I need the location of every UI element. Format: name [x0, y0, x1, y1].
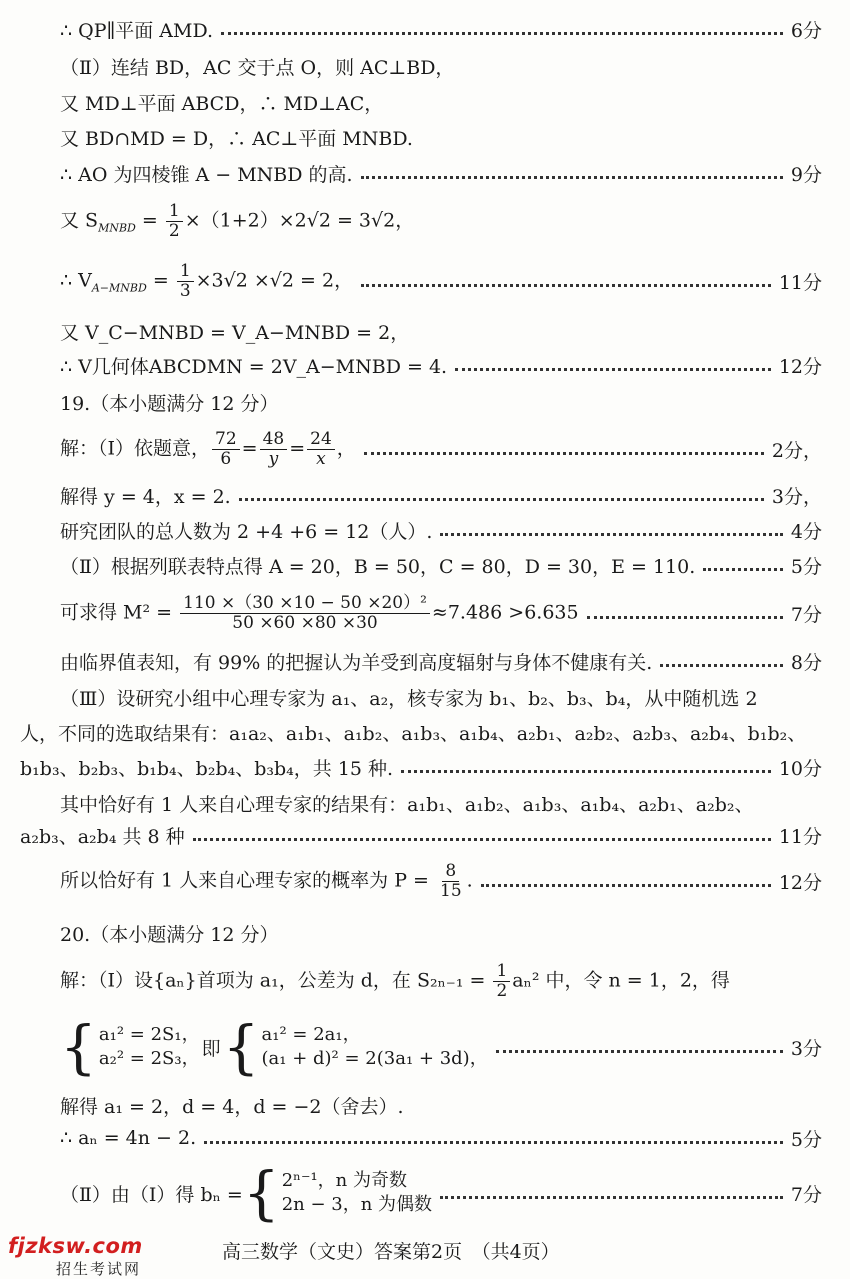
- left-brace: {: [222, 1013, 260, 1081]
- score: 5分: [790, 1128, 822, 1151]
- line-text: ∴ aₙ = 4n − 2.: [60, 1127, 197, 1149]
- answer-line: [60, 582, 822, 644]
- line-prefix: （Ⅱ）由（Ⅰ）得 bₙ =: [60, 1183, 243, 1206]
- answer-line: [60, 480, 822, 510]
- connector: 即: [201, 1037, 221, 1060]
- line-text: 又 MD⊥平面 ABCD，∴ MD⊥AC，: [60, 92, 384, 115]
- logo-domain: fjzksw.com: [8, 1234, 143, 1258]
- line-text: 其中恰好有 1 人来自心理专家的结果有：a₁b₁、a₁b₂、a₁b₃、a₁b₄、a₂b₁、a₂b₂、: [60, 793, 754, 816]
- fraction-denominator: x: [316, 448, 326, 469]
- equation-row: (a₁ + d)² = 2(3a₁ + 3d)，: [261, 1048, 488, 1069]
- line-text: 人，不同的选取结果有：a₁a₂、a₁b₁、a₁b₂、a₁b₃、a₁b₄、a₂b₁、a₂b₂、a₂b₃、a₂b₄、b₁b₂、: [20, 722, 807, 745]
- answer-line: [60, 87, 822, 117]
- line-suffix: ，: [336, 437, 356, 459]
- line-prefix: ∴ V: [60, 269, 92, 291]
- answer-line: [60, 550, 822, 580]
- fraction-numerator: 8: [442, 863, 459, 882]
- score: 11分: [778, 825, 822, 848]
- line-text: [60, 592, 579, 633]
- fraction-denominator: 50 ×60 ×80 ×30: [232, 612, 378, 633]
- line-text: b₁b₃、b₂b₃、b₁b₄、b₂b₄、b₃b₄，共 15 种.: [20, 757, 394, 780]
- line-text: 20.（本小题满分 12 分）: [60, 923, 279, 946]
- line-text: [60, 260, 354, 301]
- fraction-denominator: 6: [220, 448, 232, 469]
- line-text: （Ⅲ）设研究小组中心理专家为 a₁、a₂，核专家为 b₁、b₂、b₃、b₄，从中随机选 2: [60, 687, 758, 710]
- dot-leader: [455, 368, 771, 371]
- equation-system: [222, 1013, 488, 1081]
- equation-row: a₁² = 2S₁，: [98, 1023, 200, 1045]
- line-text: （Ⅱ）根据列联表特点得 A = 20，B = 50，C = 80，D = 30，E = 110.: [60, 555, 696, 578]
- line-text: a₂b₃、a₂b₄ 共 8 种: [20, 825, 185, 848]
- page-footer: [0, 1232, 850, 1278]
- line-prefix: 解：（Ⅰ）依题意，: [60, 437, 211, 459]
- fraction-numerator: 24: [307, 431, 335, 450]
- fraction-denominator: 2: [168, 220, 180, 241]
- fraction-denominator: 15: [440, 880, 462, 901]
- line-prefix: 所以恰好有 1 人来自心理专家的概率为 P =: [60, 869, 435, 891]
- line-suffix: ≈7.486 >6.635: [431, 601, 579, 623]
- answer-line: [20, 820, 822, 850]
- answer-line: [60, 1159, 822, 1227]
- score: 3分，: [771, 485, 822, 508]
- answer-line: [60, 515, 822, 545]
- fraction-denominator: y: [268, 448, 279, 469]
- answer-line: [60, 14, 822, 44]
- dot-leader: [221, 32, 783, 35]
- site-logo[interactable]: [8, 1234, 178, 1279]
- answer-line: [20, 752, 822, 782]
- dot-leader: [587, 616, 783, 619]
- line-text: 研究团队的总人数为 2 +4 +6 = 12（人）.: [60, 520, 433, 543]
- answer-line: [60, 190, 822, 252]
- dot-leader: [239, 498, 764, 501]
- equation-row: a₁² = 2a₁，: [261, 1023, 361, 1045]
- line-text: ∴ V几何体ABCDMN = 2V_A−MNBD = 4.: [60, 355, 448, 378]
- line-text: 又 BD∩MD = D，∴ AC⊥平面 MNBD.: [60, 127, 413, 150]
- answer-line: [20, 717, 822, 747]
- line-text: 解得 a₁ = 2，d = 4，d = −2（舍去）.: [60, 1095, 404, 1118]
- answer-line: [60, 1090, 822, 1120]
- fraction: [212, 428, 240, 469]
- dot-leader: [496, 1050, 783, 1053]
- fraction: [177, 260, 194, 301]
- answer-line: [60, 950, 822, 1012]
- answer-line: [60, 1013, 822, 1081]
- line-suffix: aₙ² 中，令 n = 1，2，得: [512, 969, 730, 991]
- dot-leader: [361, 176, 783, 179]
- score: 7分: [790, 603, 822, 626]
- dot-leader: [193, 838, 771, 841]
- fraction-numerator: 1: [493, 963, 510, 982]
- fraction: [493, 960, 510, 1001]
- equation-row: 2n − 3，n 为偶数: [281, 1194, 433, 1215]
- line-text: [60, 960, 730, 1001]
- line-text: [60, 1013, 488, 1081]
- answer-line: [60, 51, 822, 81]
- answer-line: [60, 316, 822, 346]
- line-text: 由临界值表知，有 99% 的把握认为羊受到高度辐射与身体不健康有关.: [60, 651, 653, 674]
- dot-leader: [204, 1141, 783, 1144]
- fraction: [437, 860, 465, 901]
- fraction-numerator: 1: [177, 263, 194, 282]
- answer-line: [60, 788, 822, 818]
- equation-system: [60, 1013, 200, 1081]
- score: 5分: [790, 555, 822, 578]
- answer-line: [60, 158, 822, 188]
- dot-leader: [481, 884, 771, 887]
- line-text: （Ⅱ）连结 BD，AC 交于点 O，则 AC⊥BD，: [60, 56, 455, 79]
- dot-leader: [703, 568, 783, 571]
- fraction: [180, 592, 430, 633]
- score: 4分: [790, 520, 822, 543]
- line-text: [60, 860, 473, 901]
- fraction: [307, 428, 335, 469]
- line-prefix: 又 S: [60, 209, 99, 231]
- score: 8分: [790, 651, 822, 674]
- fraction-denominator: 3: [179, 280, 191, 301]
- dot-leader: [361, 284, 771, 287]
- score: 12分: [778, 871, 822, 894]
- score: 3分: [790, 1037, 822, 1060]
- score: 10分: [778, 757, 822, 780]
- line-text: 又 V_C−MNBD = V_A−MNBD = 2，: [60, 321, 410, 344]
- line-text: [60, 200, 415, 241]
- answer-line: [60, 350, 822, 380]
- line-text: 19.（本小题满分 12 分）: [60, 392, 279, 415]
- dot-leader: [440, 533, 782, 536]
- answer-line: [60, 418, 822, 480]
- line-suffix: .: [466, 869, 473, 891]
- equals: =: [135, 209, 164, 231]
- subscript: A−MNBD: [91, 280, 147, 294]
- equation-row: a₂² = 2S₃，: [98, 1048, 200, 1069]
- line-text: ∴ AO 为四棱锥 A − MNBD 的高.: [60, 163, 353, 186]
- line-prefix: 解：（Ⅰ）设{aₙ}首项为 a₁，公差为 d，在 S₂ₙ₋₁ =: [60, 969, 492, 991]
- left-brace: {: [60, 1013, 97, 1081]
- fraction: [166, 200, 183, 241]
- equals: =: [146, 269, 175, 291]
- line-suffix: ×3√2 ×√2 = 2，: [195, 269, 354, 291]
- line-text: 解：（Ⅰ）依题意， $\frac{72}{6}$ = $\frac{48}{y}$ = $\frac{24}{x}$ ，: [60, 428, 356, 469]
- answer-line: [60, 250, 822, 312]
- question-heading: [60, 387, 822, 417]
- score: 2分，: [771, 439, 822, 462]
- piecewise-definition: [242, 1159, 433, 1227]
- score: 6分: [790, 19, 822, 42]
- fraction-numerator: 48: [260, 431, 288, 450]
- line-text: [60, 1159, 433, 1227]
- line-text: ∴ QP∥平面 AMD.: [60, 19, 214, 42]
- fraction-numerator: 72: [212, 431, 240, 450]
- score: 12分: [778, 355, 822, 378]
- fraction-numerator: 1: [166, 203, 183, 222]
- score: 7分: [790, 1183, 822, 1206]
- subscript: MNBD: [98, 220, 136, 234]
- equation-row: 2ⁿ⁻¹，n 为奇数: [281, 1169, 407, 1191]
- line-text: 解得 y = 4，x = 2.: [60, 485, 231, 508]
- fraction-denominator: 2: [496, 980, 508, 1001]
- answer-line: [60, 646, 822, 676]
- fraction: [260, 428, 288, 469]
- answer-line: [60, 1123, 822, 1153]
- answer-line: [60, 682, 822, 712]
- left-brace: {: [242, 1159, 280, 1227]
- answer-line: [60, 122, 822, 152]
- dot-leader: [401, 770, 771, 773]
- dot-leader: [660, 664, 783, 667]
- logo-caption: 招生考试网: [56, 1260, 142, 1278]
- line-prefix: 可求得 M² =: [60, 601, 179, 623]
- line-suffix: ×（1+2）×2√2 = 3√2，: [184, 209, 415, 231]
- page-number-label: 高三数学（文史）答案第2页 （共4页）: [222, 1241, 560, 1263]
- score: 9分: [790, 163, 822, 186]
- dot-leader: [440, 1196, 783, 1199]
- dot-leader: [364, 452, 764, 455]
- fraction-numerator: 110 ×（30 ×10 − 50 ×20）²: [180, 595, 430, 614]
- score: 11分: [778, 271, 822, 294]
- answer-line: [60, 850, 822, 912]
- question-heading: [60, 918, 822, 948]
